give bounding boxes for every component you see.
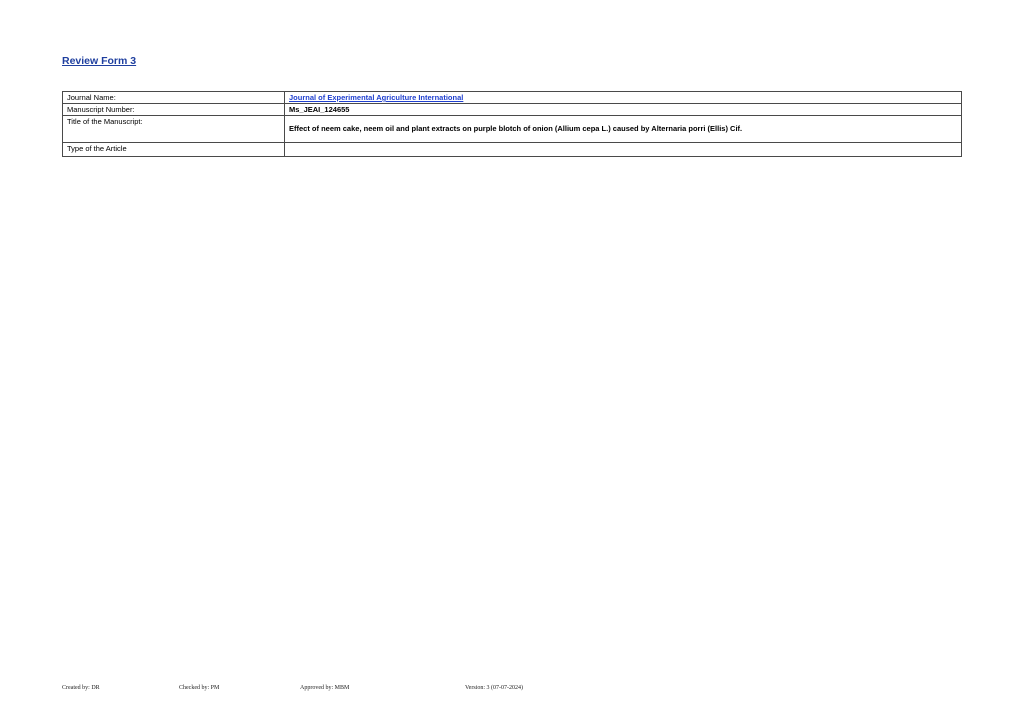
page-footer: [0, 685, 1024, 697]
article-type-label: Type of the Article: [63, 143, 285, 157]
journal-name-link[interactable]: Journal of Experimental Agriculture International: [289, 93, 464, 102]
manuscript-number-value: Ms_JEAI_124655: [285, 104, 962, 116]
footer-created-by: Created by: DR: [62, 685, 100, 691]
manuscript-title-value: Effect of neem cake, neem oil and plant extracts on purple blotch of onion (Allium cepa L.) caused by Alternaria porri (Ellis) Cif.: [289, 124, 743, 133]
manuscript-number-label: Manuscript Number:: [63, 104, 285, 116]
manuscript-details-table: [62, 91, 962, 157]
journal-row: [63, 92, 962, 104]
article-type-value: [285, 143, 962, 157]
article-type-row: [63, 143, 962, 157]
footer-checked-by: Checked by: PM: [179, 685, 220, 691]
journal-name-value-cell: [285, 92, 962, 104]
review-form-title-link[interactable]: Review Form 3: [62, 55, 137, 67]
manuscript-title-row: [63, 116, 962, 143]
manuscript-number-row: [63, 104, 962, 116]
journal-name-label: Journal Name:: [63, 92, 285, 104]
footer-version: Version: 3 (07-07-2024): [465, 685, 523, 691]
manuscript-title-value-cell: [285, 116, 962, 143]
manuscript-title-label: Title of the Manuscript:: [63, 116, 285, 143]
footer-approved-by: Approved by: MBM: [300, 685, 350, 691]
